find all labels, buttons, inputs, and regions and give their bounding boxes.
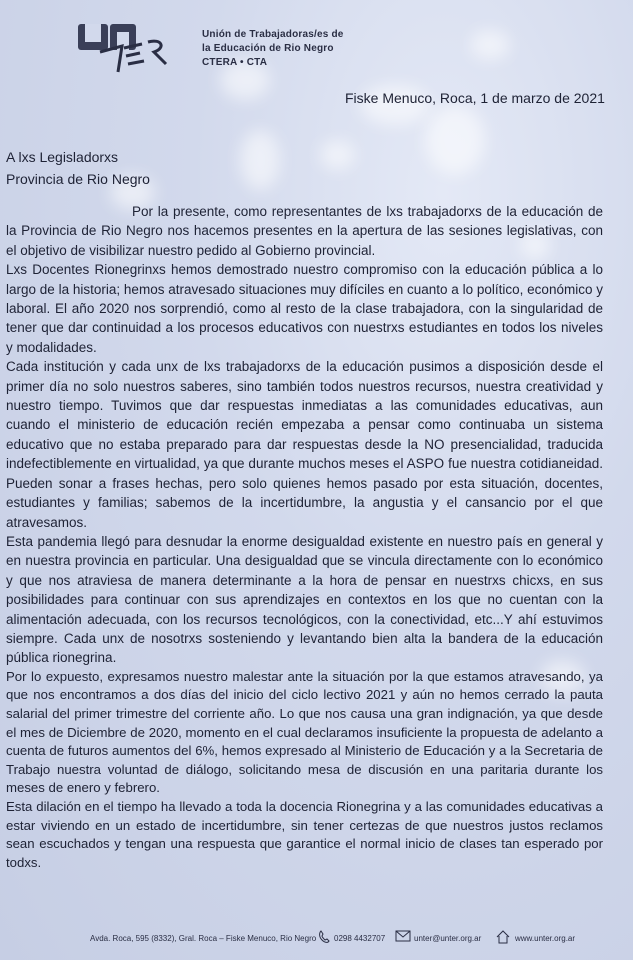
footer-address: Avda. Roca, 595 (8332), Gral. Roca – Fiske Menuco, Rio Negro bbox=[90, 934, 317, 943]
unter-logo bbox=[70, 18, 180, 76]
light-spot bbox=[240, 130, 280, 190]
union-name bbox=[202, 28, 344, 70]
paragraph-6: Esta dilación en el tiempo ha llevado a toda la docencia Rionegrina y a las comunidades educativas a estar viviendo en un estado de incertidumbre, sin tener certezas de que nuestros justos reclamos sean escuchados y tengan una respuesta que garantice el normal inicio de clases tan esperado por todxs. bbox=[6, 798, 603, 870]
paragraph-3: Cada institución y cada unx de lxs trabajadorxs de la educación pusimos a disposición desde el primer día no solo nuestros saberes, sino también todos nuestros recursos, nuestra creatividad y nuestro tiempo. Tuvimos que dar respuestas inmediatas a las comunidades educativas, aun cuando el ministerio de educación recién empezaba a pensar como continuaba un sistema educativo que no estaba preparado para dar respuestas desde la NO presencialidad, traducida indefectiblemente en virtualidad, ya que durante muchos meses el ASPO fue nuestra cotidianeidad. Pueden sonar a frases hechas, pero solo quienes hemos pasado por esta situación, docentes, estudiantes y familias; sabemos de la incertidumbre, la angustia y el cansancio por el que atravesamos. bbox=[6, 359, 603, 530]
phone-icon bbox=[318, 930, 330, 944]
footer-email: unter@unter.org.ar bbox=[414, 934, 482, 943]
date-line: Fiske Menuco, Roca, 1 de marzo de 2021 bbox=[345, 90, 605, 106]
light-spot bbox=[470, 30, 510, 60]
paragraph-1: Por la presente, como representantes de lxs trabajadorxs de la educación de la Provincia de Rio Negro nos hacemos presentes en la apertura de las sesiones legislativas, con el objetivo de visibilizar nuestro pedido al Gobierno provincial. bbox=[6, 204, 603, 258]
recipient-line-2: Provincia de Rio Negro bbox=[6, 171, 150, 187]
home-icon bbox=[496, 930, 510, 944]
paragraph-2: Lxs Docentes Rionegrinxs hemos demostrado nuestro compromiso con la educación pública a lo largo de la historia; hemos atravesado situaciones muy difíciles en cuanto a lo político, económico y laboral. El año 2020 nos sorprendió, como al resto de la clase trabajadora, con la singularidad de tener que dar continuidad a los procesos educativos con nuestrxs estudiantes en todos los niveles y modalidades. bbox=[6, 262, 603, 355]
footer-phone: 0298 4432707 bbox=[334, 934, 386, 943]
light-spot bbox=[320, 140, 355, 170]
light-spot bbox=[425, 105, 485, 175]
recipient-block bbox=[6, 146, 150, 190]
union-line-3: CTERA • CTA bbox=[202, 57, 268, 68]
mail-icon bbox=[395, 930, 411, 942]
footer-website: www.unter.org.ar bbox=[515, 934, 576, 943]
letter-body bbox=[6, 202, 603, 872]
footer bbox=[90, 930, 610, 946]
union-line-2: la Educación de Rio Negro bbox=[202, 43, 334, 54]
paragraph-4: Esta pandemia llegó para desnudar la enorme desigualdad existente en nuestro país en general y en nuestra provincia en particular. Una desigualdad que se vincula directamente con lo económico y que nos atraviesa de manera determinante a la hora de pensar en nuestrxs chicxs, en sus posibilidades para continuar con sus aprendizajes en contextos en los que no cuentan con la alimentación adecuada, con los recursos tecnológicos, con la conectividad, etc...Y ahí estuvimos siempre. Cada unx de nosotrxs sosteniendo y levantando bien alta la bandera de la educación pública rionegrina. bbox=[6, 533, 603, 666]
paragraph-5: Por lo expuesto, expresamos nuestro malestar ante la situación por la que estamos atravesando, ya que nos encontramos a dos días del inicio del ciclo lectivo 2021 y aún no hemos cerrado la pauta salarial del primer trimestre del corriente año. Lo que nos causa una gran indignación, ya que desde el mes de Diciembre de 2020, momento en el cual declaramos insuficiente la propuesta de adelanto a cuenta de futuros aumentos del 6%, hemos expresado al Ministerio de Educación y a la Secretaria de Trabajo nuestra voluntad de diálogo, solicitando mesa de discusión en una paritaria durante los meses de enero y febrero. bbox=[6, 668, 603, 796]
letterhead bbox=[70, 18, 430, 78]
union-line-1: Unión de Trabajadoras/es de bbox=[202, 29, 344, 40]
recipient-line-1: A lxs Legisladorxs bbox=[6, 149, 119, 165]
